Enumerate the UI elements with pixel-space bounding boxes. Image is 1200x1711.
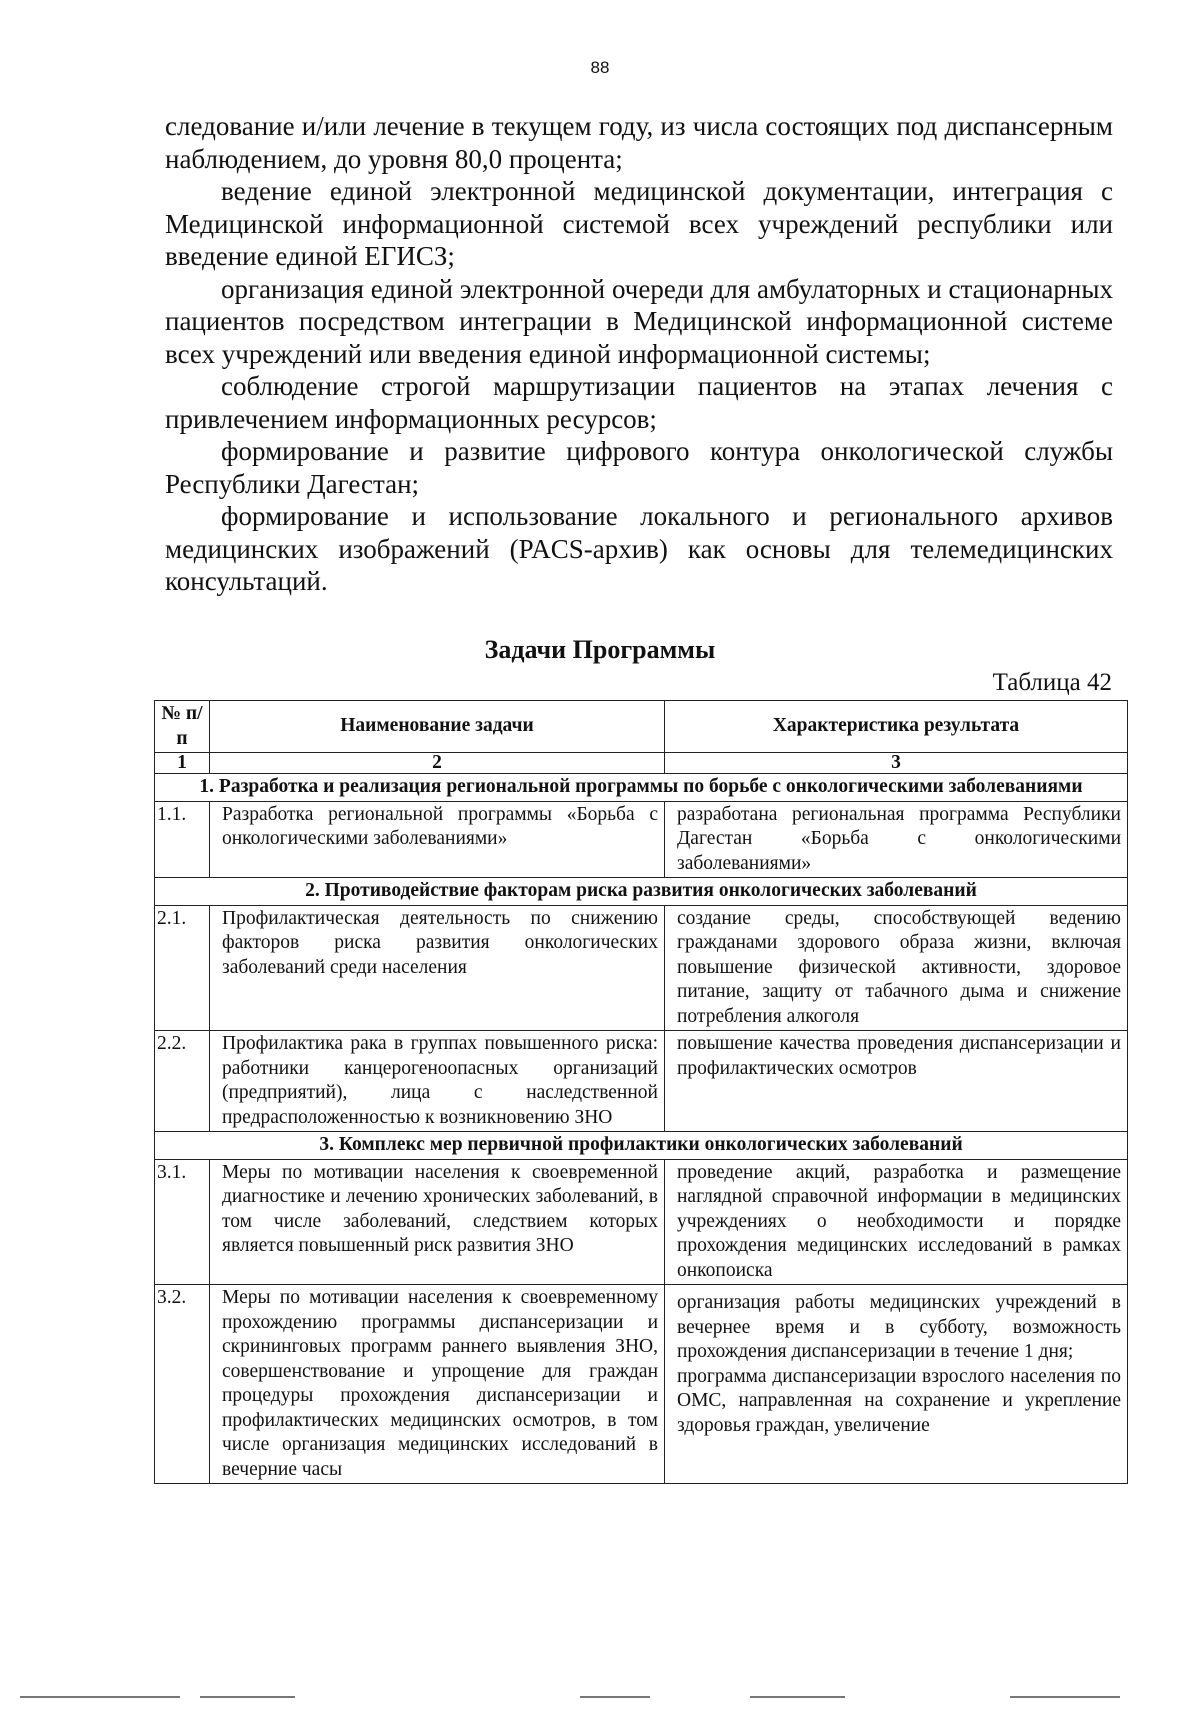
section-row [155, 1132, 1128, 1160]
task-cell: Профилактическая деятельность по снижению факторов риска развития онкологических заболеваний среди населения [210, 905, 665, 1031]
scan-artifact [1010, 1696, 1120, 1698]
column-number: 3 [665, 753, 1128, 774]
section-title-cell: 1. Разработка и реализация региональной программы по борьбе с онкологическими заболеваниями [155, 774, 1128, 802]
page-number: 88 [590, 58, 610, 77]
paragraph: формирование и развитие цифрового контура онкологической службы Республики Дагестан; [165, 436, 1113, 499]
column-number-row [155, 753, 1128, 774]
header-cell-number: № п/п [155, 701, 210, 753]
result-cell: проведение акций, разработка и размещение наглядной справочной информации в медицинских учреждениях о необходимости и порядке прохождения медицинских исследований в рамках онкопоиска [665, 1159, 1128, 1285]
section-title: Задачи Программы [484, 635, 716, 664]
task-cell: Меры по мотивации населения к своевременному прохождению программы диспансеризации и скрининговых программ раннего выявления ЗНО, совершенствование и упрощение для граждан процедуры прохождения диспансеризации и профилактических медицинских осмотров, в том числе организация медицинских исследований в вечерние часы [210, 1285, 665, 1484]
table-label: Таблица 42 [992, 669, 1112, 696]
header-cell-result: Характеристика результата [665, 701, 1128, 753]
result-cell: повышение качества проведения диспансеризации и профилактических осмотров [665, 1031, 1128, 1132]
table-row [155, 1031, 1128, 1132]
row-number: 3.2. [155, 1285, 210, 1484]
section-title-cell: 2. Противодействие факторам риска развития онкологических заболеваний [155, 878, 1128, 906]
paragraph: формирование и использование локального и регионального архивов медицинских изображений (PACS-архив) как основы для телемедицинских консультаций. [165, 501, 1113, 596]
section-row [155, 878, 1128, 906]
section-row [155, 774, 1128, 802]
scan-artifact [750, 1696, 845, 1698]
result-cell [665, 1285, 1128, 1484]
scan-artifact [20, 1696, 180, 1698]
paragraph: организация единой электронной очереди для амбулаторных и стационарных пациентов посредством интеграции в Медицинской информационной системе всех учреждений или введения единой информационной системы; [165, 273, 1113, 369]
row-number: 2.2. [155, 1031, 210, 1132]
result-cell: создание среды, способствующей ведению гражданами здорового образа жизни, включая повышение физической активности, здоровое питание, защиту от табачного дыма и снижение потребления алкоголя [665, 905, 1128, 1031]
result-text: организация работы медицинских учреждений в вечернее время и в субботу, возможность прохождения диспансеризации в течение 1 дня; [677, 1292, 1121, 1362]
row-number: 1.1. [155, 801, 210, 878]
table-header-row [155, 701, 1128, 753]
body-text [165, 110, 1113, 598]
task-cell: Разработка региональной программы «Борьба с онкологическими заболеваниями» [210, 801, 665, 878]
result-cell: разработана региональная программа Республики Дагестан «Борьба с онкологическими заболеваниями» [665, 801, 1128, 878]
paragraph: ведение единой электронной медицинской документации, интеграция с Медицинской информационной системой всех учреждений республики или введение единой ЕГИСЗ; [165, 176, 1113, 271]
paragraph: следование и/или лечение в текущем году, из числа состоящих под диспансерным наблюдением, до уровня 80,0 процента; [165, 111, 1113, 174]
scan-artifact [200, 1696, 295, 1698]
task-cell: Меры по мотивации населения к своевременной диагностике и лечению хронических заболеваний, в том числе заболеваний, следствием которых является повышенный риск развития ЗНО [210, 1159, 665, 1285]
table-row [155, 1285, 1128, 1484]
table-row [155, 905, 1128, 1031]
column-number: 2 [210, 753, 665, 774]
tasks-table [154, 700, 1128, 1484]
task-cell: Профилактика рака в группах повышенного риска: работники канцерогеноопасных организаций (предприятий), лица с наследственной предрасположенностью к возникновению ЗНО [210, 1031, 665, 1132]
table-row [155, 801, 1128, 878]
column-number: 1 [155, 753, 210, 774]
row-number: 2.1. [155, 905, 210, 1031]
scan-artifact [580, 1696, 650, 1698]
result-text: программа диспансеризации взрослого населения по ОМС, направленная на сохранение и укрепление здоровья граждан, увеличение [677, 1365, 1121, 1436]
section-title-cell: 3. Комплекс мер первичной профилактики онкологических заболеваний [155, 1132, 1128, 1160]
table-row [155, 1159, 1128, 1285]
header-cell-task: Наименование задачи [210, 701, 665, 753]
paragraph: соблюдение строгой маршрутизации пациентов на этапах лечения с привлечением информационных ресурсов; [165, 371, 1113, 434]
row-number: 3.1. [155, 1159, 210, 1285]
